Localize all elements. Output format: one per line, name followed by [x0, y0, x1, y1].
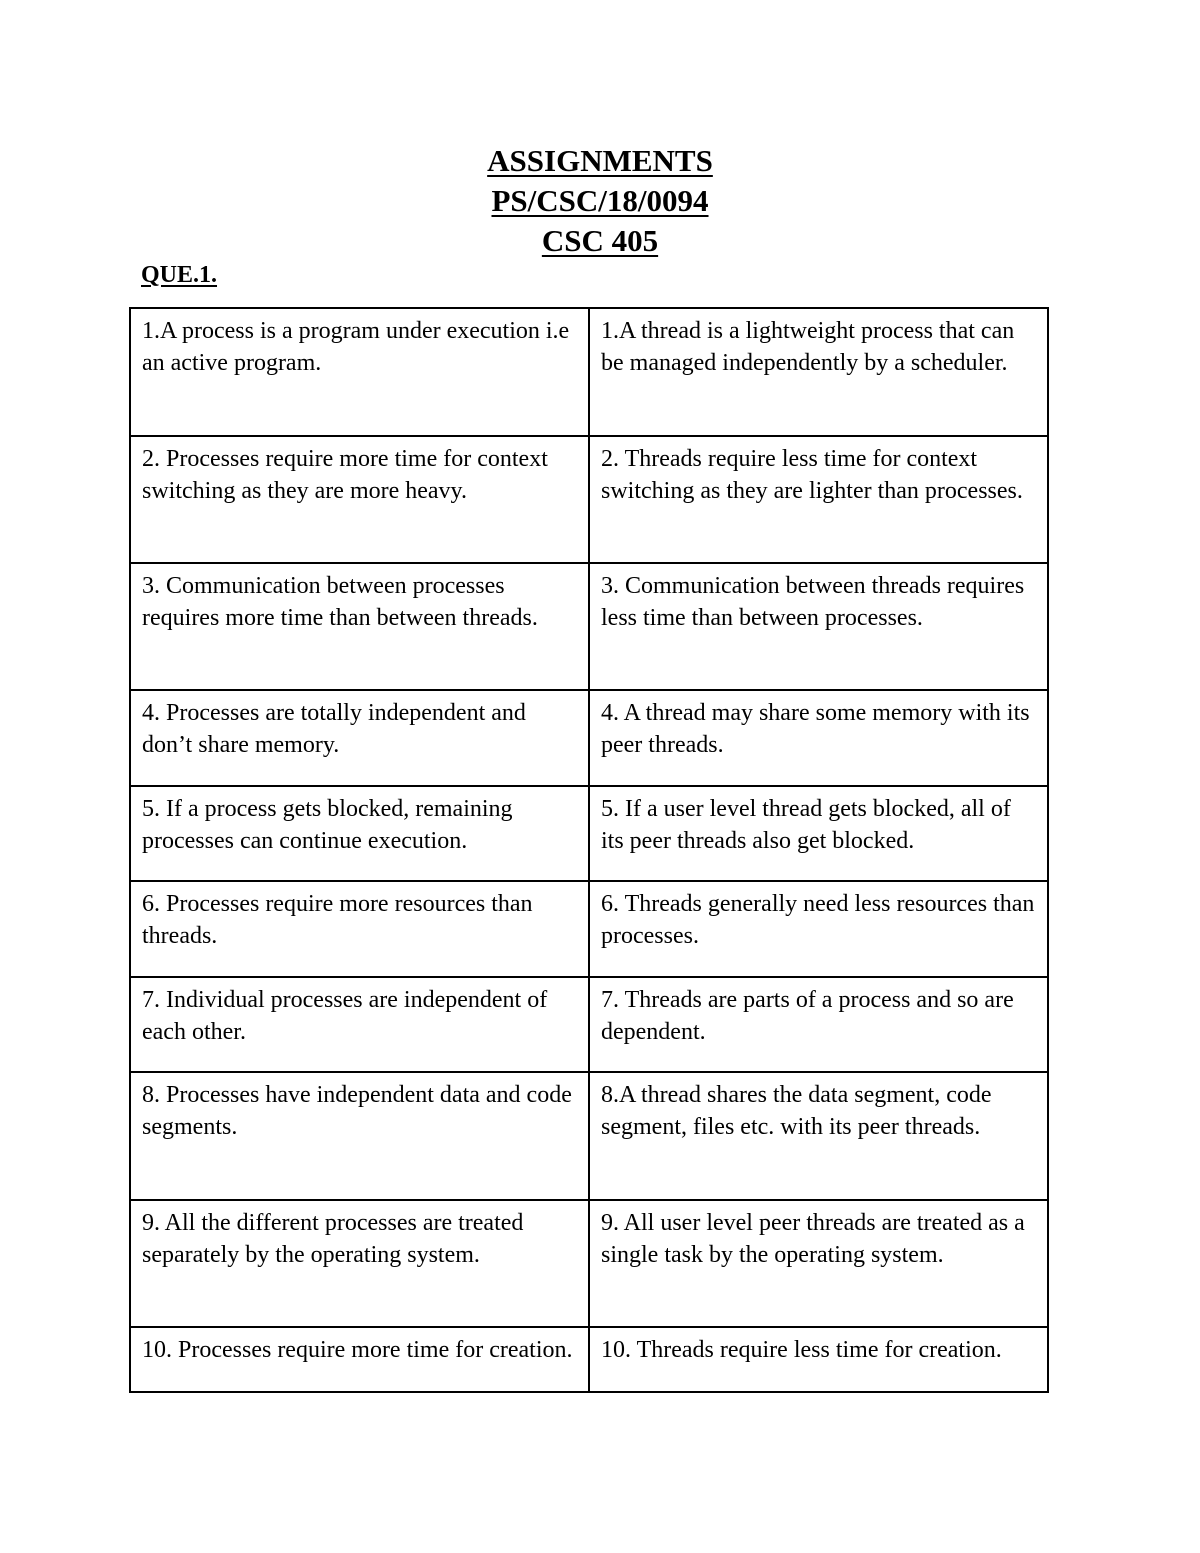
thread-cell: 4. A thread may share some memory with its peer threads. [589, 690, 1048, 786]
thread-cell: 5. If a user level thread gets blocked, all of its peer threads also get blocked. [589, 786, 1048, 881]
course-code: CSC 405 [541, 223, 659, 258]
table-row [130, 690, 1048, 786]
table-row [130, 563, 1048, 690]
thread-cell: 6. Threads generally need less resources than processes. [589, 881, 1048, 977]
table-row [130, 1327, 1048, 1392]
thread-cell: 8.A thread shares the data segment, code segment, files etc. with its peer threads. [589, 1072, 1048, 1200]
process-cell: 10. Processes require more time for creation. [130, 1327, 589, 1392]
process-cell: 1.A process is a program under execution i.e an active program. [130, 308, 589, 436]
thread-cell: 10. Threads require less time for creation. [589, 1327, 1048, 1392]
process-cell: 3. Communication between processes requires more time than between threads. [130, 563, 589, 690]
comparison-table [129, 307, 1049, 1393]
process-cell: 6. Processes require more resources than threads. [130, 881, 589, 977]
thread-cell: 7. Threads are parts of a process and so are dependent. [589, 977, 1048, 1072]
process-cell: 8. Processes have independent data and code segments. [130, 1072, 589, 1200]
table-row [130, 881, 1048, 977]
table-row [130, 1072, 1048, 1200]
student-id: PS/CSC/18/0094 [491, 183, 709, 218]
process-cell: 9. All the different processes are treated separately by the operating system. [130, 1200, 589, 1327]
table-row [130, 308, 1048, 436]
thread-cell: 3. Communication between threads requires less time than between processes. [589, 563, 1048, 690]
thread-cell: 2. Threads require less time for context switching as they are lighter than processes. [589, 436, 1048, 563]
table-row [130, 436, 1048, 563]
process-cell: 7. Individual processes are independent of each other. [130, 977, 589, 1072]
process-cell: 4. Processes are totally independent and don’t share memory. [130, 690, 589, 786]
table-row [130, 786, 1048, 881]
process-cell: 2. Processes require more time for context switching as they are more heavy. [130, 436, 589, 563]
document-title: ASSIGNMENTS [487, 143, 713, 178]
table-row [130, 977, 1048, 1072]
question-label: QUE.1. [141, 262, 218, 288]
thread-cell: 9. All user level peer threads are treated as a single task by the operating system. [589, 1200, 1048, 1327]
table-row [130, 1200, 1048, 1327]
process-cell: 5. If a process gets blocked, remaining processes can continue execution. [130, 786, 589, 881]
thread-cell: 1.A thread is a lightweight process that can be managed independently by a scheduler. [589, 308, 1048, 436]
